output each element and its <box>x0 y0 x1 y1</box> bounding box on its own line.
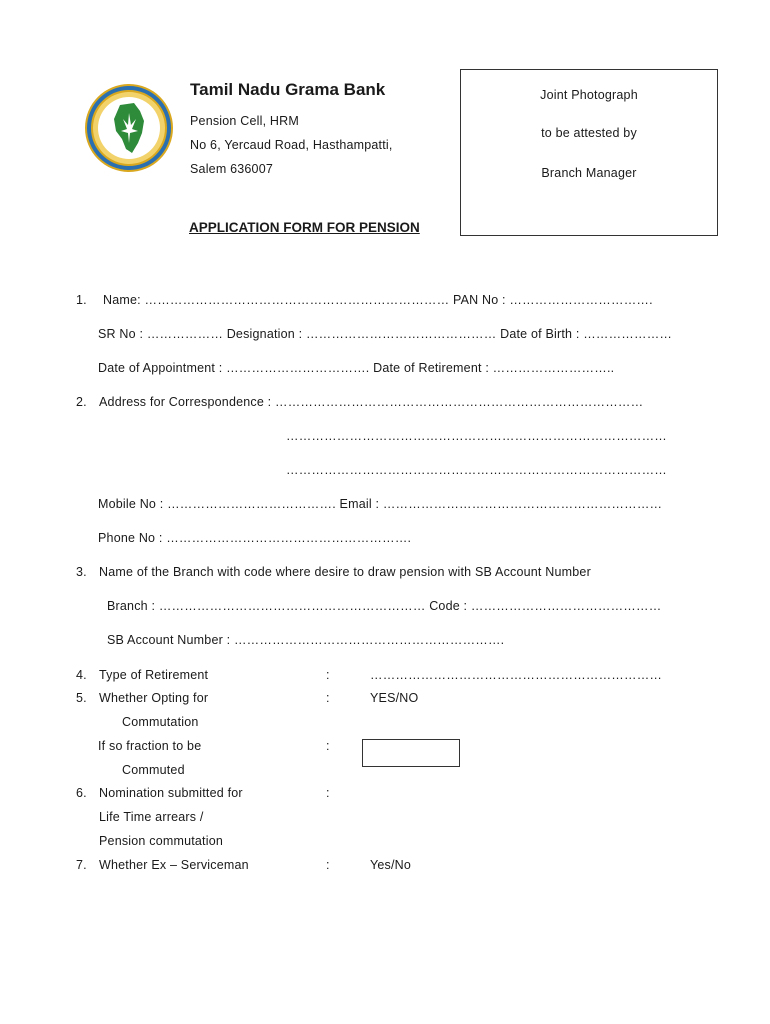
nomination-label-line-2: Life Time arrears / <box>99 810 204 824</box>
commutation-label-line-1: Whether Opting for <box>99 691 209 705</box>
ex-serviceman-yes-no[interactable]: Yes/No <box>370 858 412 872</box>
commutation-yes-no[interactable]: YES/NO <box>370 691 419 705</box>
joint-photograph-box <box>460 69 718 236</box>
bank-logo <box>84 83 174 173</box>
nomination-label-line-3: Pension commutation <box>99 834 224 848</box>
sr-designation-dob-field-row[interactable]: SR No : ……………… Designation : ……………………………………… Date of Birth : ………………… <box>98 327 673 341</box>
fraction-label-line-2: Commuted <box>122 763 185 777</box>
address-field-row[interactable]: Address for Correspondence : …………………………………………………………………………… <box>99 395 644 409</box>
fraction-label-line-1: If so fraction to be <box>98 739 202 753</box>
item-number-5: 5. <box>76 691 87 705</box>
fraction-colon: : <box>326 739 330 753</box>
item-number-7: 7. <box>76 858 87 872</box>
ex-serviceman-colon: : <box>326 858 330 872</box>
retirement-type-label: Type of Retirement <box>99 668 209 682</box>
address-line-1: Pension Cell, HRM <box>190 114 299 128</box>
sb-account-field-row[interactable]: SB Account Number : ………………………………………………………. <box>107 633 505 647</box>
nomination-label-line-1: Nomination submitted for <box>99 786 243 800</box>
address-line-2: No 6, Yercaud Road, Hasthampatti, <box>190 138 393 152</box>
branch-code-field-row[interactable]: Branch : ……………………………………………………… Code : ……………………………………… <box>107 599 662 613</box>
commutation-colon: : <box>326 691 330 705</box>
item-number-2: 2. <box>76 395 87 409</box>
retirement-type-field[interactable]: …………………………………………………………… <box>370 668 663 682</box>
item-number-6: 6. <box>76 786 87 800</box>
commutation-label-line-2: Commutation <box>122 715 199 729</box>
address-field-continuation-2[interactable]: ……………………………………………………………………………… <box>286 463 667 477</box>
item-number-3: 3. <box>76 565 87 579</box>
photo-box-line-3: Branch Manager <box>541 166 637 180</box>
address-line-3: Salem 636007 <box>190 162 274 176</box>
ex-serviceman-label: Whether Ex – Serviceman <box>99 858 249 872</box>
photo-box-line-1: Joint Photograph <box>540 88 638 102</box>
fraction-input-box[interactable] <box>362 739 460 767</box>
photo-box-line-2: to be attested by <box>541 126 637 140</box>
item-number-1: 1. <box>76 293 87 307</box>
address-field-continuation-1[interactable]: ……………………………………………………………………………… <box>286 429 667 443</box>
retirement-type-colon: : <box>326 668 330 682</box>
appointment-retirement-field-row[interactable]: Date of Appointment : ……………………………. Date of Retirement : ……………………….. <box>98 361 615 375</box>
branch-heading: Name of the Branch with code where desire to draw pension with SB Account Number <box>99 565 591 579</box>
item-number-4: 4. <box>76 668 87 682</box>
form-title: APPLICATION FORM FOR PENSION <box>189 220 420 235</box>
mobile-email-field-row[interactable]: Mobile No : …………………………………. Email : ………………………………………………………… <box>98 497 663 511</box>
name-pan-field-row[interactable]: Name: ……………………………………………………………… PAN No : ……………………………. <box>103 293 653 307</box>
phone-field-row[interactable]: Phone No : …………………………………………………. <box>98 531 412 545</box>
bank-name: Tamil Nadu Grama Bank <box>190 80 386 99</box>
nomination-colon: : <box>326 786 330 800</box>
